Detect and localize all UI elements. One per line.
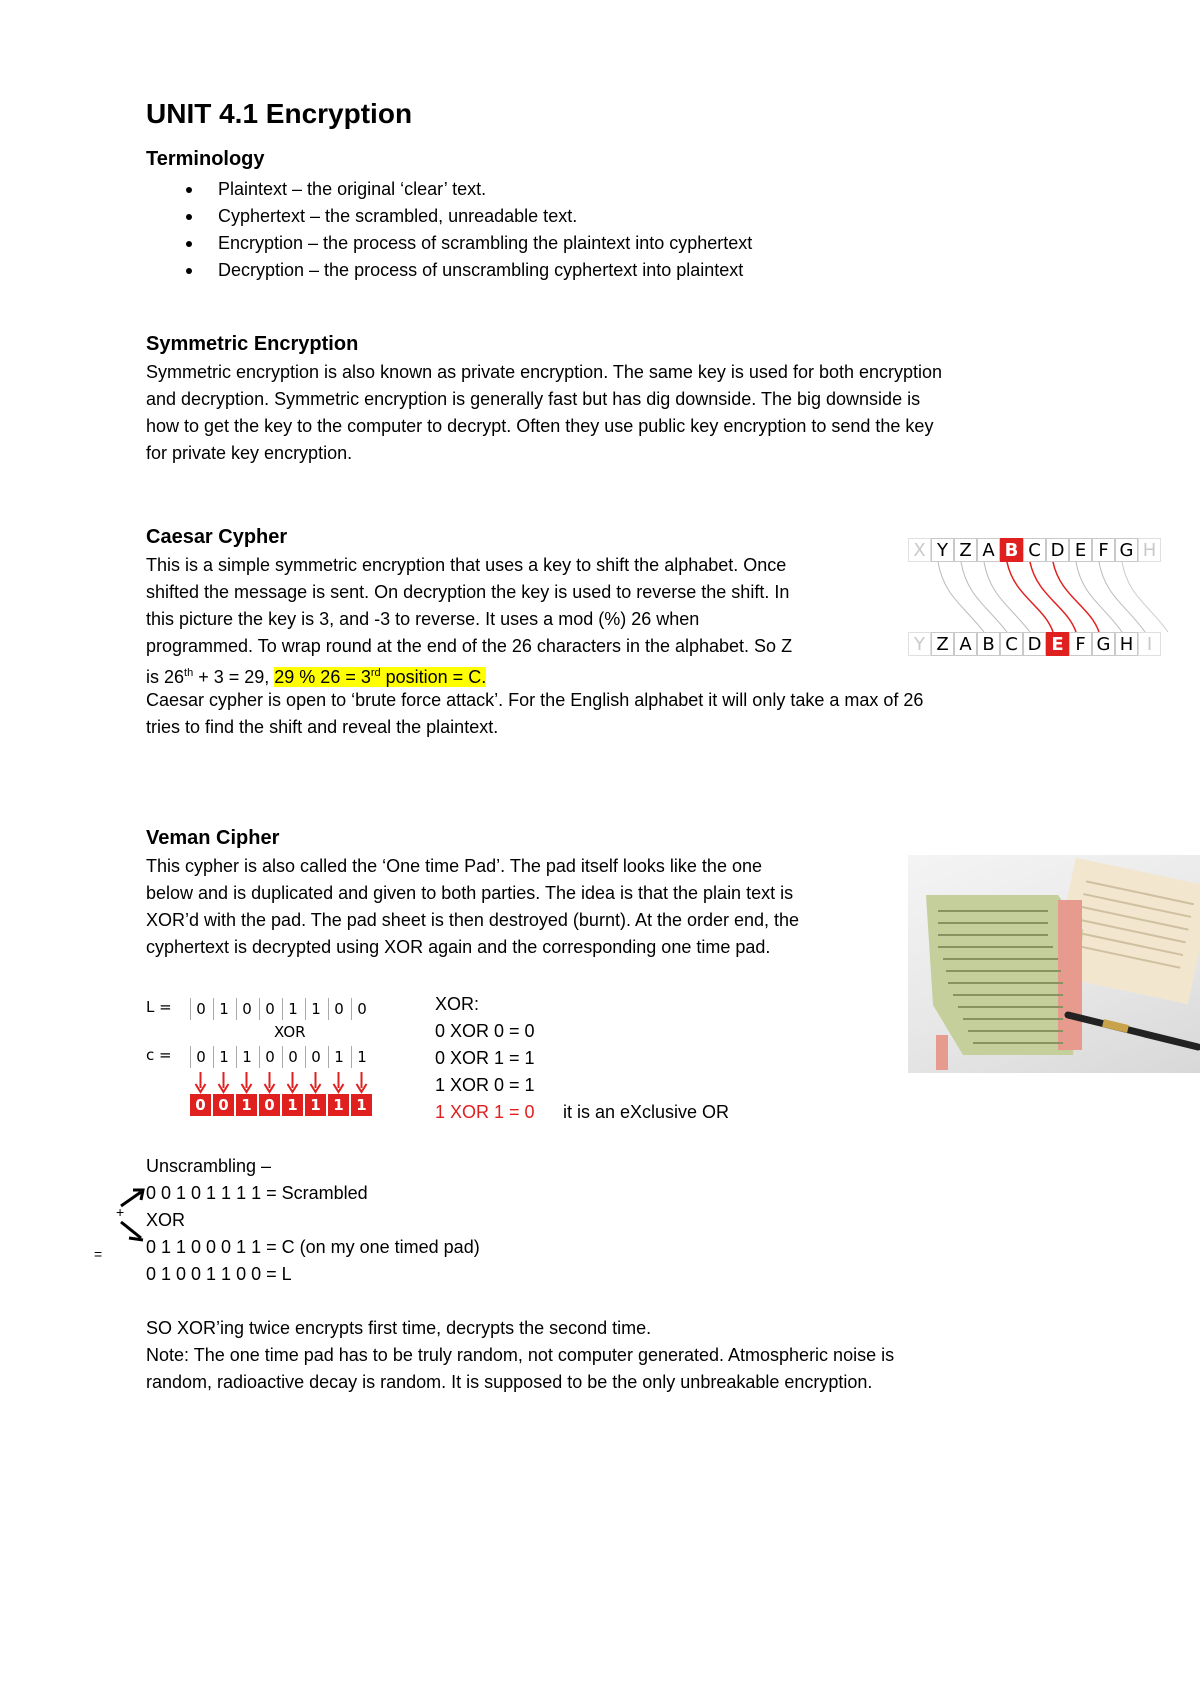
bit-cell: 0: [190, 1094, 211, 1116]
xor-table-heading: XOR:: [435, 994, 480, 1014]
equals-sign: =: [94, 1246, 103, 1262]
paragraph-line: This cypher is also called the ‘One time Pad’. The pad itself looks like the one: [146, 856, 762, 876]
unscramble-line: 0 0 1 0 1 1 1 1 = Scrambled: [146, 1183, 368, 1203]
caesar-shift-figure: [904, 536, 1200, 660]
xor-note: it is an eXclusive OR: [563, 1102, 730, 1122]
highlighted-text: 29 % 26 = 3rd position = C.: [274, 667, 487, 687]
paragraph-line: Note: The one time pad has to be truly random, not computer generated. Atmospheric noise is: [146, 1345, 895, 1365]
xor-diagram: [146, 996, 376, 1116]
bit-cell: 0: [190, 998, 211, 1020]
alphabet-cell: B: [977, 632, 1000, 656]
bit-cell: 1: [282, 1094, 303, 1116]
unscramble-line: 0 1 1 0 0 0 1 1 = C (on my one timed pad): [146, 1237, 480, 1257]
alphabet-cell: G: [1115, 538, 1138, 562]
paragraph-line: cyphertext is decrypted using XOR again and the corresponding one time pad.: [146, 937, 771, 957]
bit-cell: 1: [328, 1046, 349, 1068]
alphabet-cell: E: [1069, 538, 1092, 562]
paragraph-line: for private key encryption.: [146, 443, 353, 463]
bit-cell: 0: [213, 1094, 234, 1116]
xor-label: XOR: [274, 1023, 306, 1041]
caesar-heading: Caesar Cypher: [146, 526, 288, 548]
alphabet-cell: Y: [908, 632, 931, 656]
xor-row-highlight: 1 XOR 1 = 0: [435, 1102, 535, 1122]
bit-cell: 0: [190, 1046, 211, 1068]
alphabet-cell: A: [954, 632, 977, 656]
paragraph-line: this picture the key is 3, and -3 to reverse. It uses a mod (%) 26 when: [146, 609, 700, 629]
bit-cell: 1: [213, 1046, 234, 1068]
bit-cell: 1: [236, 1046, 257, 1068]
paragraph-line: how to get the key to the computer to decrypt. Often they use public key encryption to send the key: [146, 416, 934, 436]
alphabet-cell: Z: [931, 632, 954, 656]
unscrambling-heading: Unscrambling –: [146, 1156, 272, 1176]
bullet-icon: [186, 268, 192, 274]
alphabet-cell: B: [1000, 538, 1023, 562]
alphabet-cell: D: [1046, 538, 1069, 562]
paragraph-line: programmed. To wrap round at the end of the 26 characters in the alphabet. So Z: [146, 636, 793, 656]
alphabet-cell: H: [1138, 538, 1161, 562]
vernam-heading: Veman Cipher: [146, 827, 280, 849]
symmetric-heading: Symmetric Encryption: [146, 333, 359, 355]
plus-sign: +: [116, 1204, 125, 1220]
bit-cell: 0: [328, 998, 349, 1020]
xor-row: 0 XOR 1 = 1: [435, 1048, 535, 1068]
paragraph-line: XOR’d with the pad. The pad sheet is then destroyed (burnt). At the order end, the: [146, 910, 800, 930]
page-title: UNIT 4.1 Encryption: [146, 98, 413, 129]
bit-cell: 0: [305, 1046, 326, 1068]
xor-row: 0 XOR 0 = 0: [435, 1021, 535, 1041]
bit-cell: 1: [351, 1094, 372, 1116]
alphabet-cell: Z: [954, 538, 977, 562]
bullet-icon: [186, 187, 192, 193]
bit-cell: 0: [351, 998, 372, 1020]
paragraph-line: below and is duplicated and given to both parties. The idea is that the plain text is: [146, 883, 794, 903]
alphabet-cell: A: [977, 538, 1000, 562]
paragraph-line: SO XOR’ing twice encrypts first time, decrypts the second time.: [146, 1318, 652, 1338]
one-time-pad-photo: [908, 855, 1200, 1073]
bit-cell: 1: [213, 998, 234, 1020]
down-arrows: [186, 1070, 376, 1094]
paragraph-line: Caesar cypher is open to ‘brute force attack’. For the English alphabet it will only take a max of 26: [146, 690, 924, 710]
paragraph-line: This is a simple symmetric encryption that uses a key to shift the alphabet. Once: [146, 555, 787, 575]
c-label: c =: [146, 1046, 172, 1064]
alphabet-cell: F: [1092, 538, 1115, 562]
unscramble-line: XOR: [146, 1210, 186, 1230]
alphabet-cell: C: [1023, 538, 1046, 562]
bit-cell: 1: [305, 998, 326, 1020]
bit-cell: 1: [328, 1094, 349, 1116]
bit-cell: 0: [282, 1046, 303, 1068]
bit-cell: 0: [259, 998, 280, 1020]
bit-cell: 1: [282, 998, 303, 1020]
bullet-icon: [186, 241, 192, 247]
alphabet-cell: D: [1023, 632, 1046, 656]
l-label: L =: [146, 998, 172, 1016]
alphabet-cell: F: [1069, 632, 1092, 656]
alphabet-cell: E: [1046, 632, 1069, 656]
terminology-heading: Terminology: [146, 148, 265, 170]
bit-cell: 1: [236, 1094, 257, 1116]
alphabet-cell: Y: [931, 538, 954, 562]
alphabet-cell: C: [1000, 632, 1023, 656]
paragraph-line: shifted the message is sent. On decryption the key is used to reverse the shift. In: [146, 582, 790, 602]
unscramble-line: 0 1 0 0 1 1 0 0 = L: [146, 1264, 292, 1284]
bit-cell: 0: [236, 998, 257, 1020]
alphabet-cell: G: [1092, 632, 1115, 656]
bit-cell: 0: [259, 1046, 280, 1068]
paragraph-line: and decryption. Symmetric encryption is generally fast but has dig downside. The big downside is: [146, 389, 921, 409]
paragraph-line: tries to find the shift and reveal the plaintext.: [146, 717, 499, 737]
bit-cell: 1: [351, 1046, 372, 1068]
bullet-icon: [186, 214, 192, 220]
xor-row: 1 XOR 0 = 1: [435, 1075, 535, 1095]
paragraph-line: random, radioactive decay is random. It is supposed to be the only unbreakable encryption.: [146, 1372, 873, 1392]
paragraph-line: Symmetric encryption is also known as private encryption. The same key is used for both encryption: [146, 362, 943, 382]
alphabet-cell: H: [1115, 632, 1138, 656]
bit-cell: 0: [259, 1094, 280, 1116]
paragraph-line: is 26th + 3 = 29, 29 % 26 = 3rd position = C.: [146, 667, 487, 687]
alphabet-cell: X: [908, 538, 931, 562]
alphabet-cell: I: [1138, 632, 1161, 656]
pad-illustration: [908, 855, 1200, 1073]
bit-cell: 1: [305, 1094, 326, 1116]
